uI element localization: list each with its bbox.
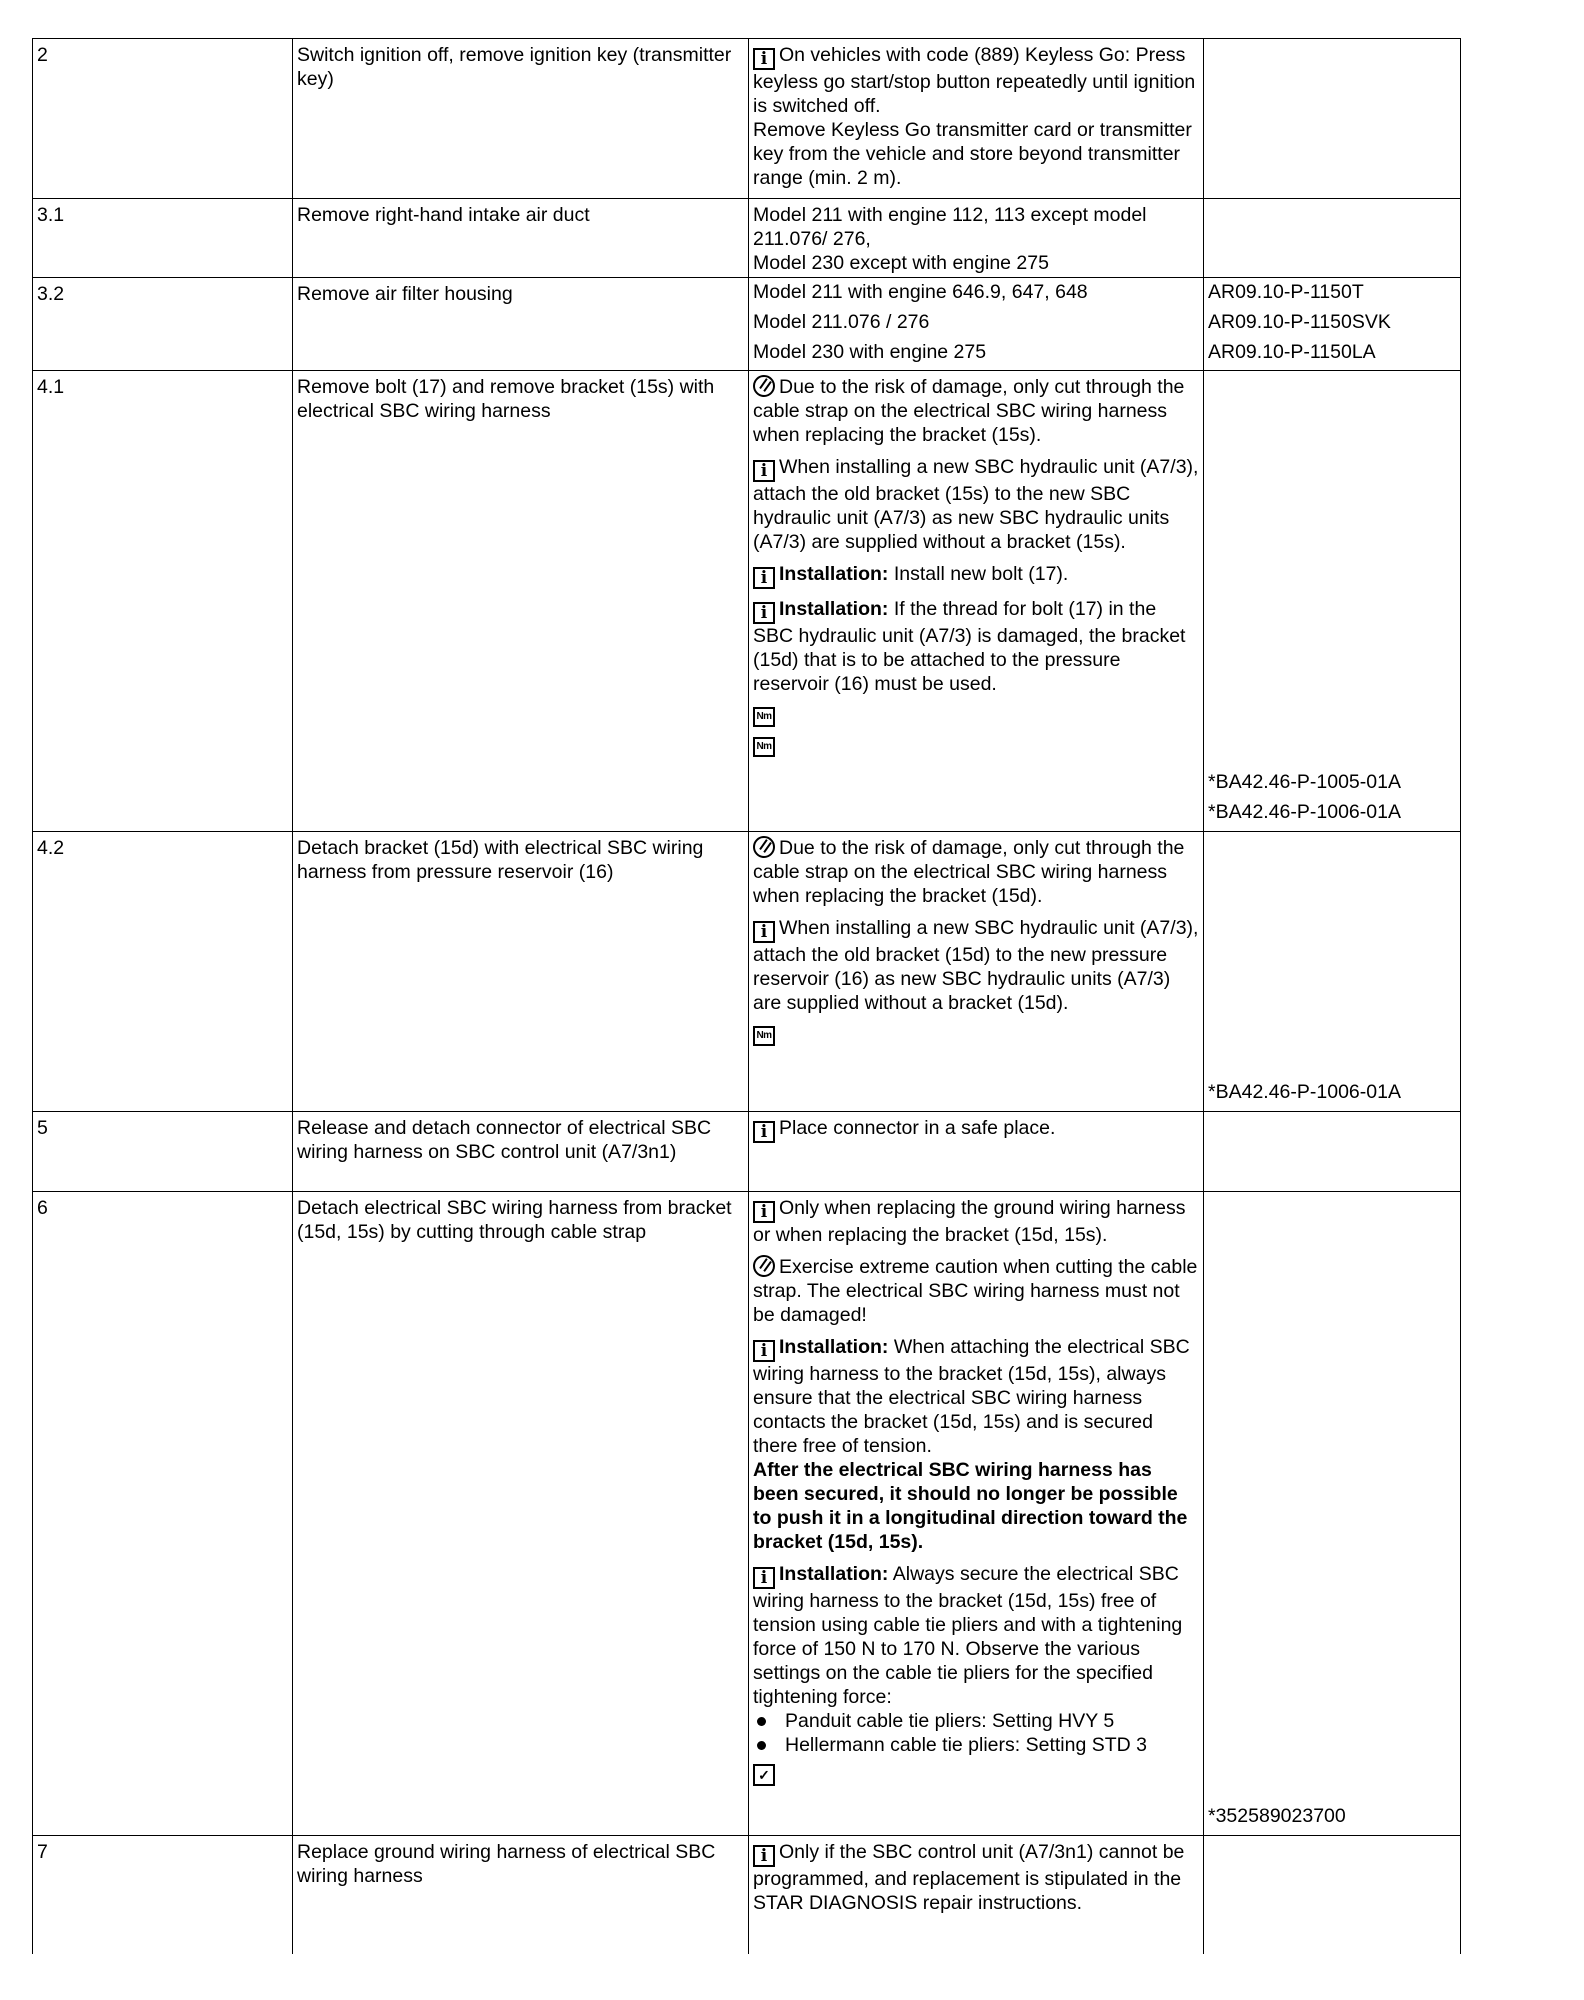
reference-link[interactable]: AR09.10-P-1150SVK <box>1208 311 1391 333</box>
step-action: Remove air filter housing <box>293 278 749 371</box>
caution-icon <box>753 375 775 397</box>
special-tool-icon[interactable]: ✓ <box>753 1764 775 1786</box>
step-reference <box>1204 278 1461 371</box>
step-reference <box>1204 199 1461 278</box>
table-row <box>33 371 1461 832</box>
reference-link[interactable]: *BA42.46-P-1006-01A <box>1208 1081 1401 1103</box>
table-row <box>33 199 1461 278</box>
torque-icon[interactable]: Nm <box>753 707 775 727</box>
info-icon: i <box>753 1845 775 1867</box>
step-action: Detach electrical SBC wiring harness from bracket (15d, 15s) by cutting through cable strap <box>293 1192 749 1836</box>
table-row <box>33 1836 1461 1954</box>
info-icon: i <box>753 1201 775 1223</box>
step-number: 4.1 <box>33 371 293 832</box>
step-notes <box>749 278 1204 371</box>
step-notes: i Only if the SBC control unit (A7/3n1) cannot be programmed, and replacement is stipulated in the STAR DIAGNOSIS repair instructions. <box>749 1836 1204 1954</box>
table-row <box>33 1112 1461 1192</box>
reference-link[interactable]: AR09.10-P-1150LA <box>1208 341 1376 363</box>
table-row <box>33 278 1461 371</box>
info-icon: i <box>753 567 775 589</box>
step-reference <box>1204 371 1461 832</box>
step-action: Release and detach connector of electrical SBC wiring harness on SBC control unit (A7/3n1) <box>293 1112 749 1192</box>
step-reference <box>1204 1112 1461 1192</box>
torque-icon[interactable]: Nm <box>753 737 775 757</box>
step-reference <box>1204 1192 1461 1836</box>
step-notes: Due to the risk of damage, only cut through the cable strap on the electrical SBC wiring harness when replacing the bracket (15s). i When installing a new SBC hydraulic unit (A7/3), attach the old bracket (15s) to the new SBC hydraulic unit (A7/3) as new SBC hydraulic units (A7/3) are supplied without a bracket (15s). i Installation: Install new bolt (17). i Installation: If the thread for bolt (17) in the SBC hydraulic unit (A7/3) is damaged, the bracket (15d) that is to be attached to the pressure reservoir (16) must be used. Nm Nm <box>749 371 1204 832</box>
step-number: 7 <box>33 1836 293 1954</box>
info-icon: i <box>753 921 775 943</box>
table-row <box>33 832 1461 1112</box>
step-action: Replace ground wiring harness of electrical SBC wiring harness <box>293 1836 749 1954</box>
step-action: Switch ignition off, remove ignition key (transmitter key) <box>293 39 749 199</box>
step-notes: i Place connector in a safe place. <box>749 1112 1204 1192</box>
step-number: 4.2 <box>33 832 293 1112</box>
info-icon: i <box>753 602 775 624</box>
step-reference <box>1204 39 1461 199</box>
reference-link[interactable]: AR09.10-P-1150T <box>1208 281 1364 303</box>
caution-icon <box>753 1255 775 1277</box>
step-number: 2 <box>33 39 293 199</box>
info-icon: i <box>753 460 775 482</box>
table-row <box>33 1192 1461 1836</box>
step-number: 6 <box>33 1192 293 1836</box>
step-action: Detach bracket (15d) with electrical SBC wiring harness from pressure reservoir (16) <box>293 832 749 1112</box>
step-notes: Model 211 with engine 112, 113 except model 211.076/ 276, Model 230 except with engine 275 <box>749 199 1204 278</box>
step-notes: Due to the risk of damage, only cut through the cable strap on the electrical SBC wiring harness when replacing the bracket (15d). i When installing a new SBC hydraulic unit (A7/3), attach the old bracket (15d) to the new pressure reservoir (16) as new SBC hydraulic units (A7/3) are supplied without a bracket (15d). Nm <box>749 832 1204 1112</box>
model-line: Model 211.076 / 276 <box>753 311 930 333</box>
info-icon: i <box>753 1340 775 1362</box>
step-number: 3.2 <box>33 278 293 371</box>
info-icon: i <box>753 48 775 70</box>
reference-link[interactable]: *352589023700 <box>1208 1805 1346 1827</box>
list-item: Hellermann cable tie pliers: Setting STD 3 <box>753 1733 1199 1757</box>
reference-link[interactable]: *BA42.46-P-1006-01A <box>1208 801 1401 823</box>
info-icon: i <box>753 1567 775 1589</box>
model-line: Model 230 with engine 275 <box>753 341 987 363</box>
step-reference <box>1204 832 1461 1112</box>
info-icon: i <box>753 1121 775 1143</box>
step-notes: i Only when replacing the ground wiring harness or when replacing the bracket (15d, 15s). Exercise extreme caution when cutting the cable strap. The electrical SBC wiring harness must not be damaged! i Installation: When attaching the electrical SBC wiring harness to the bracket (15d, 15s), always ensure that the electrical SBC wiring harness contacts the bracket (15d, 15s) and is secured there free of tension. After the electrical SBC wiring harness has been secured, it should no longer be possible to push it in a longitudinal direction toward the bracket (15d, 15s). i Installation: Always secure the electrical SBC wiring harness to the bracket (15d, 15s) free of tension using cable tie pliers and with a tightening force of 150 N to 170 N. Observe the various settings on the cable tie pliers for the specified tightening force: Panduit cable tie pliers: Setting HVY 5 Hellermann cable tie pliers: Setting STD 3 ✓ <box>749 1192 1204 1836</box>
step-reference <box>1204 1836 1461 1954</box>
step-number: 5 <box>33 1112 293 1192</box>
procedure-table <box>32 38 1461 1954</box>
table-row <box>33 39 1461 199</box>
model-line: Model 211 with engine 646.9, 647, 648 <box>753 281 1088 303</box>
caution-icon <box>753 836 775 858</box>
step-notes: i On vehicles with code (889) Keyless Go: Press keyless go start/stop button repeatedly until ignition is switched off. Remove Keyless Go transmitter card or transmitter key from the vehicle and store beyond transmitter range (min. 2 m). <box>749 39 1204 199</box>
torque-icon[interactable]: Nm <box>753 1026 775 1046</box>
list-item: Panduit cable tie pliers: Setting HVY 5 <box>753 1709 1199 1733</box>
step-action: Remove right-hand intake air duct <box>293 199 749 278</box>
step-number: 3.1 <box>33 199 293 278</box>
bullet-list <box>753 1709 1199 1757</box>
reference-link[interactable]: *BA42.46-P-1005-01A <box>1208 771 1401 793</box>
step-action: Remove bolt (17) and remove bracket (15s) with electrical SBC wiring harness <box>293 371 749 832</box>
